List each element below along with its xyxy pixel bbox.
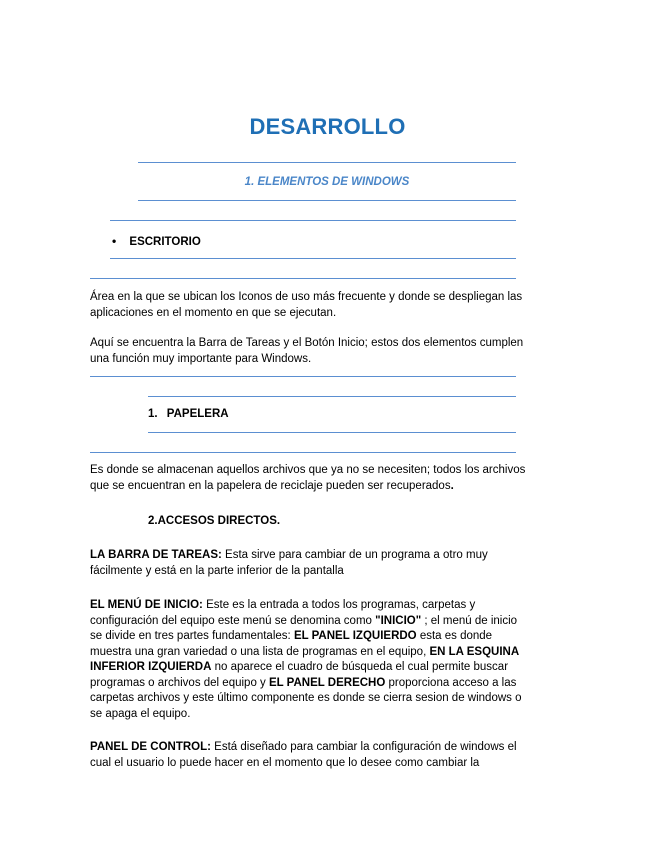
- papelera-label: PAPELERA: [166, 408, 229, 420]
- panel-text: Está diseñado para cambiar la configuración de windows el cual el usuario lo puede hacer en el momento que lo desee como cambiar la: [90, 741, 517, 769]
- barra-label: LA BARRA DE TAREAS:: [90, 549, 222, 561]
- divider: [110, 258, 516, 259]
- menu-panel-derecho: EL PANEL DERECHO: [269, 676, 386, 689]
- barra-text: Esta sirve para cambiar de un programa a otro muy fácilmente y está en la parte inferior de la pantalla: [90, 549, 488, 577]
- divider: [90, 452, 516, 453]
- divider: [110, 220, 516, 221]
- menu-paragraph: [90, 598, 530, 722]
- menu-text: esta es donde muestra una gran variedad o una lista de programas en el equipo,: [90, 630, 493, 658]
- escritorio-paragraph-1: Área en la que se ubican los Iconos de uso más frecuente y donde se despliegan las aplicaciones en el momento en que se ejecutan.: [90, 291, 523, 319]
- panel-label: PANEL DE CONTROL:: [90, 741, 211, 753]
- escritorio-label: ESCRITORIO: [129, 236, 201, 248]
- divider: [138, 162, 516, 163]
- menu-text: proporciona acceso a las carpetas archivos y este último componente es donde se cierra sesion de windows o se apaga el equipo.: [90, 676, 522, 720]
- divider: [90, 376, 516, 377]
- papelera-number: 1.: [148, 408, 158, 420]
- papelera-paragraph: [90, 463, 530, 494]
- menu-text: ; el menú de inicio se divide en tres partes fundamentales:: [90, 614, 518, 642]
- accesos-heading: 2.ACCESOS DIRECTOS.: [148, 515, 281, 527]
- escritorio-paragraph-2: Aquí se encuentra la Barra de Tareas y el Botón Inicio; estos dos elementos cumplen una función muy importante para Windows.: [90, 337, 524, 365]
- menu-label: EL MENÚ DE INICIO:: [90, 599, 203, 611]
- panel-paragraph: [90, 740, 530, 771]
- papelera-heading: [148, 408, 229, 420]
- section-subtitle: 1. ELEMENTOS DE WINDOWS: [244, 176, 410, 188]
- escritorio-heading: [112, 234, 201, 248]
- divider: [148, 396, 516, 397]
- menu-text: no aparece el cuadro de búsqueda el cual permite buscar programas o archivos del equipo y: [90, 661, 509, 689]
- papelera-text-end: .: [450, 479, 454, 492]
- divider: [90, 278, 516, 279]
- menu-panel-izquierdo: EL PANEL IZQUIERDO: [293, 630, 417, 642]
- divider: [138, 200, 516, 201]
- menu-text: Este es la entrada a todos los programas, carpetas y configuración del equipo este menú se denomina como: [90, 599, 476, 627]
- divider: [148, 432, 516, 433]
- menu-esquina: EN LA ESQUINA INFERIOR IZQUIERDA: [90, 645, 519, 673]
- menu-inicio: "INICIO": [375, 614, 422, 627]
- bullet-icon: •: [112, 234, 117, 248]
- barra-paragraph: [90, 548, 530, 579]
- page-title: DESARROLLO: [249, 114, 406, 139]
- papelera-text: Es donde se almacenan aquellos archivos que ya no se necesiten; todos los archivos que se encuentran en la papelera de reciclaje pueden ser recuperados: [90, 464, 526, 492]
